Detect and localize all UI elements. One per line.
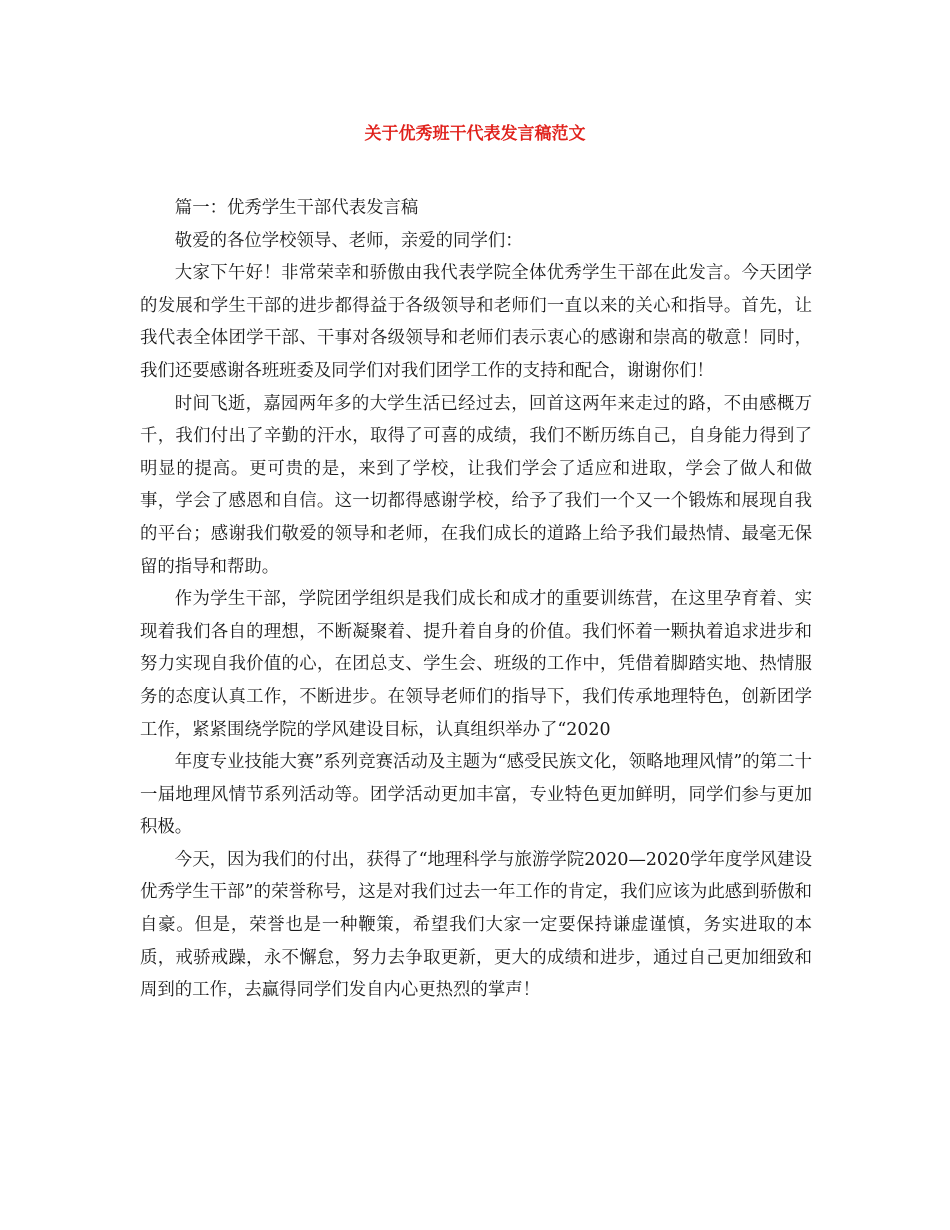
document-title: 关于优秀班干代表发言稿范文 — [364, 124, 586, 144]
paragraph-4: 年度专业技能大赛”系列竞赛活动及主题为“感受民族文化，领略地理风情”的第二十一届地理风情节系列活动等。团学活动更加丰富，专业特色更加鲜明，同学们参与更加积极。 — [140, 752, 812, 838]
paragraph-1: 大家下午好！非常荣幸和骄傲由我代表学院全体优秀学生干部在此发言。今天团学的发展和学生干部的进步都得益于各级领导和老师们一直以来的关心和指导。首先，让我代表全体团学干部、干事对各级领导和老师们表示衷心的感谢和崇高的敬意！同时，我们还要感谢各班班委及同学们对我们团学工作的支持和配合，谢谢你们！ — [140, 263, 812, 381]
paragraph-5: 今天，因为我们的付出，获得了“地理科学与旅游学院2020—2020学年度学风建设优秀学生干部”的荣誉称号，这是对我们过去一年工作的肯定，我们应该为此感到骄傲和自豪。但是，荣誉也是一种鞭策，希望我们大家一定要保持谦虚谨慎，务实进取的本质，戒骄戒躁，永不懈怠，努力去争取更新，更大的成绩和进步，通过自己更加细致和周到的工作，去赢得同学们发自内心更热烈的掌声！ — [140, 849, 812, 1001]
document-body — [140, 192, 812, 1007]
paragraph-2: 时间飞逝，嘉园两年多的大学生活已经过去，回首这两年来走过的路，不由感概万千，我们付出了辛勤的汗水，取得了可喜的成绩，我们不断历练自己，自身能力得到了明显的提高。更可贵的是，来到了学校，让我们学会了适应和进取，学会了做人和做事，学会了感恩和自信。这一切都得感谢学校，给予了我们一个又一个锻炼和展现自我的平台；感谢我们敬爱的领导和老师，在我们成长的道路上给予我们最热情、最毫无保留的指导和帮助。 — [140, 393, 812, 577]
paragraph-3: 作为学生干部，学院团学组织是我们成长和成才的重要训练营，在这里孕育着、实现着我们各自的理想，不断凝聚着、提升着自身的价值。我们怀着一颗执着追求进步和努力实现自我价值的心，在团总支、学生会、班级的工作中，凭借着脚踏实地、热情服务的态度认真工作，不断进步。在领导老师们的指导下，我们传承地理特色，创新团学工作，紧紧围绕学院的学风建设目标，认真组织举办了“2020 — [140, 589, 812, 740]
salutation: 敬爱的各位学校领导、老师，亲爱的同学们： — [174, 230, 523, 251]
section-heading: 篇一：优秀学生干部代表发言稿 — [174, 198, 419, 218]
